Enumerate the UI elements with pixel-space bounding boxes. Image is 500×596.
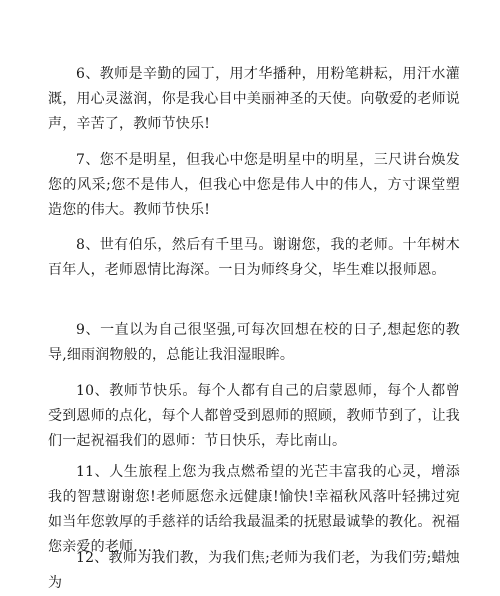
- paragraph-12: 12、教师为我们教，为我们焦;老师为我们老，为我们劳;蜡烛为: [48, 550, 460, 591]
- paragraph-8: 8、世有伯乐，然后有千里马。谢谢您，我的老师。十年树木百年人，老师恩情比海深。一日为师终身父，毕生难以报师恩。: [48, 237, 460, 278]
- paragraph-11: 11、人生旅程上您为我点燃希望的光芒丰富我的心灵，增添我的智慧谢谢您!老师愿您永远健康!愉快!幸福秋风落叶轻拂过宛如当年您敦厚的手慈祥的话给我最温柔的抚慰最诚挚的教化。祝福您亲爱的老师……: [48, 464, 460, 555]
- paragraph-7: 7、您不是明星，但我心中您是明星中的明星，三尺讲台焕发您的风采;您不是伟人，但我心中您是伟人中的伟人，方寸课堂塑造您的伟大。教师节快乐!: [48, 152, 460, 218]
- paragraph-9: 9、一直以为自己很坚强,可每次回想在校的日子,想起您的教导,细雨润物般的，总能让我泪湿眼眸。: [48, 322, 460, 363]
- paragraph-6: 6、教师是辛勤的园丁，用才华播种，用粉笔耕耘，用汗水灌溉，用心灵滋润，你是我心目中美丽神圣的天使。向敬爱的老师说声，辛苦了，教师节快乐!: [48, 66, 460, 132]
- paragraph-10: 10、教师节快乐。每个人都有自己的启蒙恩师，每个人都曾受到恩师的点化，每个人都曾受到恩师的照顾，教师节到了，让我们一起祝福我们的恩师：节日快乐，寿比南山。: [48, 383, 460, 449]
